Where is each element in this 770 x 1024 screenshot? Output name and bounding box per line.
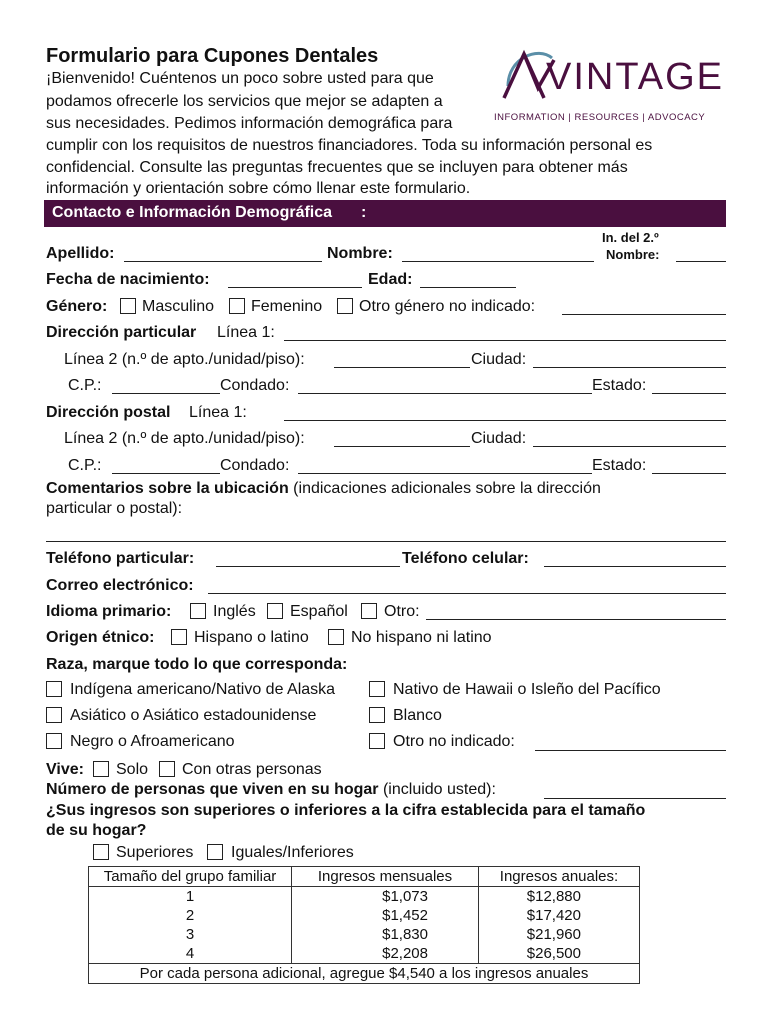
num-personas-field[interactable] [544,798,726,799]
asiatico-checkbox[interactable] [46,707,62,723]
apellido-label: Apellido: [46,245,115,262]
direccion-particular-label: Dirección particular [46,324,197,341]
direccion-postal-condado-field[interactable] [298,473,592,474]
iguales-inferiores-checkbox[interactable] [207,844,223,860]
vintage-logo [494,40,724,130]
otra-raza-field[interactable] [535,750,726,751]
intro-text: cumplir con los requisitos de nuestros financiadores. Toda su información personal es [46,137,653,154]
edad-field[interactable] [420,287,516,288]
page-title: Formulario para Cupones Dentales [46,45,379,67]
table-header: Tamaño del grupo familiar [89,867,292,887]
hawaii-label: Nativo de Hawaii o Isleño del Pacífico [393,681,661,698]
idioma-label: Idioma primario: [46,603,172,620]
solo-checkbox[interactable] [93,761,109,777]
direccion-particular-linea2-field[interactable] [334,367,470,368]
ciudad-label: Ciudad: [471,430,527,447]
table-row [89,944,640,964]
condado-label: Condado: [220,377,290,394]
comentarios-field[interactable] [46,541,726,542]
table-row [89,925,640,944]
apellido-field[interactable] [124,261,322,262]
linea1-label: Línea 1: [217,324,275,341]
linea2-label: Línea 2 (n.º de apto./unidad/piso): [64,351,305,368]
vive-label: Vive: [46,761,84,778]
otra-raza-label: Otro no indicado: [393,733,515,750]
nombre-field[interactable] [402,261,594,262]
table-footer-row [89,964,640,984]
inicial-label: Nombre: [606,247,660,262]
raza-label: Raza, marque todo lo que corresponda: [46,656,348,673]
inicial-field[interactable] [676,261,726,262]
otro-genero-label: Otro género no indicado: [359,298,536,315]
direccion-postal-ciudad-field[interactable] [533,446,726,447]
direccion-particular-ciudad-field[interactable] [533,367,726,368]
negro-label: Negro o Afroamericano [70,733,235,750]
logo-tagline: INFORMATION | RESOURCES | ADVOCACY [494,112,706,123]
section-heading-colon: : [361,204,367,221]
ingresos-pregunta: ¿Sus ingresos son superiores o inferiores a la cifra establecida para el tamaño [46,802,646,819]
cp-label: C.P.: [68,377,102,394]
table-cell: $26,500 [479,944,640,964]
intro-text: podamos ofrecerle los servicios que mejor se adapten a [46,93,443,110]
otro-genero-checkbox[interactable] [337,298,353,314]
telefono-celular-field[interactable] [544,566,726,567]
table-cell: 4 [89,944,292,964]
hawaii-checkbox[interactable] [369,681,385,697]
section-header [44,200,726,227]
direccion-particular-estado-field[interactable] [652,393,726,394]
correo-label: Correo electrónico: [46,577,194,594]
telefono-particular-field[interactable] [216,566,400,567]
blanco-checkbox[interactable] [369,707,385,723]
ingles-checkbox[interactable] [190,603,206,619]
table-cell: $17,420 [479,906,640,925]
income-table [88,866,640,984]
otro-idioma-label: Otro: [384,603,420,620]
direccion-postal-estado-field[interactable] [652,473,726,474]
table-header: Ingresos anuales: [479,867,640,887]
hispano-label: Hispano o latino [194,629,309,646]
table-cell: $21,960 [479,925,640,944]
comentarios-label: Comentarios sobre la ubicación (indicaciones adicionales sobre la dirección [46,480,601,497]
direccion-particular-cp-field[interactable] [112,393,220,394]
table-footer: Por cada persona adicional, agregue $4,540 a los ingresos anuales [89,964,640,984]
intro-text: información y orientación sobre cómo llenar este formulario. [46,180,471,197]
asiatico-label: Asiático o Asiático estadounidense [70,707,317,724]
intro-text: confidencial. Consulte las preguntas frecuentes que se incluyen para obtener más [46,159,628,176]
origen-label: Origen étnico: [46,629,155,646]
ingles-label: Inglés [213,603,256,620]
espanol-label: Español [290,603,348,620]
direccion-postal-linea1-field[interactable] [284,420,726,421]
table-cell: $2,208 [292,944,479,964]
femenino-label: Femenino [251,298,323,315]
correo-field[interactable] [208,593,726,594]
con-otras-checkbox[interactable] [159,761,175,777]
table-cell: $1,073 [292,887,479,907]
table-cell: 1 [89,887,292,907]
telefono-celular-label: Teléfono celular: [402,550,529,567]
nombre-label: Nombre: [327,245,393,262]
estado-label: Estado: [592,457,647,474]
hispano-checkbox[interactable] [171,629,187,645]
table-cell: 2 [89,906,292,925]
otro-genero-field[interactable] [562,314,726,315]
num-personas-label: Número de personas que viven en su hogar (incluido usted): [46,781,496,798]
otra-raza-checkbox[interactable] [369,733,385,749]
blanco-label: Blanco [393,707,442,724]
no-hispano-checkbox[interactable] [328,629,344,645]
genero-label: Género: [46,298,108,315]
superiores-checkbox[interactable] [93,844,109,860]
table-cell: $1,452 [292,906,479,925]
section-heading: Contacto e Información Demográfica [52,204,333,221]
linea1-label: Línea 1: [189,404,247,421]
no-hispano-label: No hispano ni latino [351,629,492,646]
ingresos-pregunta-line2: de su hogar? [46,822,147,839]
direccion-postal-cp-field[interactable] [112,473,220,474]
table-row [89,887,640,907]
femenino-checkbox[interactable] [229,298,245,314]
direccion-postal-linea2-field[interactable] [334,446,470,447]
con-otras-label: Con otras personas [182,761,322,778]
masculino-checkbox[interactable] [120,298,136,314]
negro-checkbox[interactable] [46,733,62,749]
inicial-label: In. del 2.º [602,230,659,245]
otro-idioma-checkbox[interactable] [361,603,377,619]
linea2-label: Línea 2 (n.º de apto./unidad/piso): [64,430,305,447]
direccion-postal-label: Dirección postal [46,404,171,421]
table-row [89,906,640,925]
otro-idioma-field[interactable] [426,619,726,620]
superiores-label: Superiores [116,844,194,861]
table-header: Ingresos mensuales [292,867,479,887]
intro-text: sus necesidades. Pedimos información demográfica para [46,115,453,132]
direccion-particular-condado-field[interactable] [298,393,592,394]
fecha-nacimiento-field[interactable] [228,287,362,288]
comentarios-label-line2: particular o postal): [46,500,183,517]
table-cell: 3 [89,925,292,944]
edad-label: Edad: [368,271,413,288]
condado-label: Condado: [220,457,290,474]
iguales-inferiores-label: Iguales/Inferiores [231,844,354,861]
table-header-row [89,867,640,887]
ciudad-label: Ciudad: [471,351,527,368]
fecha-nacimiento-label: Fecha de nacimiento: [46,271,210,288]
intro-text: ¡Bienvenido! Cuéntenos un poco sobre usted para que [46,70,434,87]
table-cell: $12,880 [479,887,640,907]
indigena-label: Indígena americano/Nativo de Alaska [70,681,336,698]
solo-label: Solo [116,761,149,778]
telefono-particular-label: Teléfono particular: [46,550,195,567]
masculino-label: Masculino [142,298,215,315]
espanol-checkbox[interactable] [267,603,283,619]
logo-wordmark: VINTAGE [546,56,724,98]
estado-label: Estado: [592,377,647,394]
table-cell: $1,830 [292,925,479,944]
direccion-particular-linea1-field[interactable] [284,340,726,341]
cp-label: C.P.: [68,457,102,474]
indigena-checkbox[interactable] [46,681,62,697]
